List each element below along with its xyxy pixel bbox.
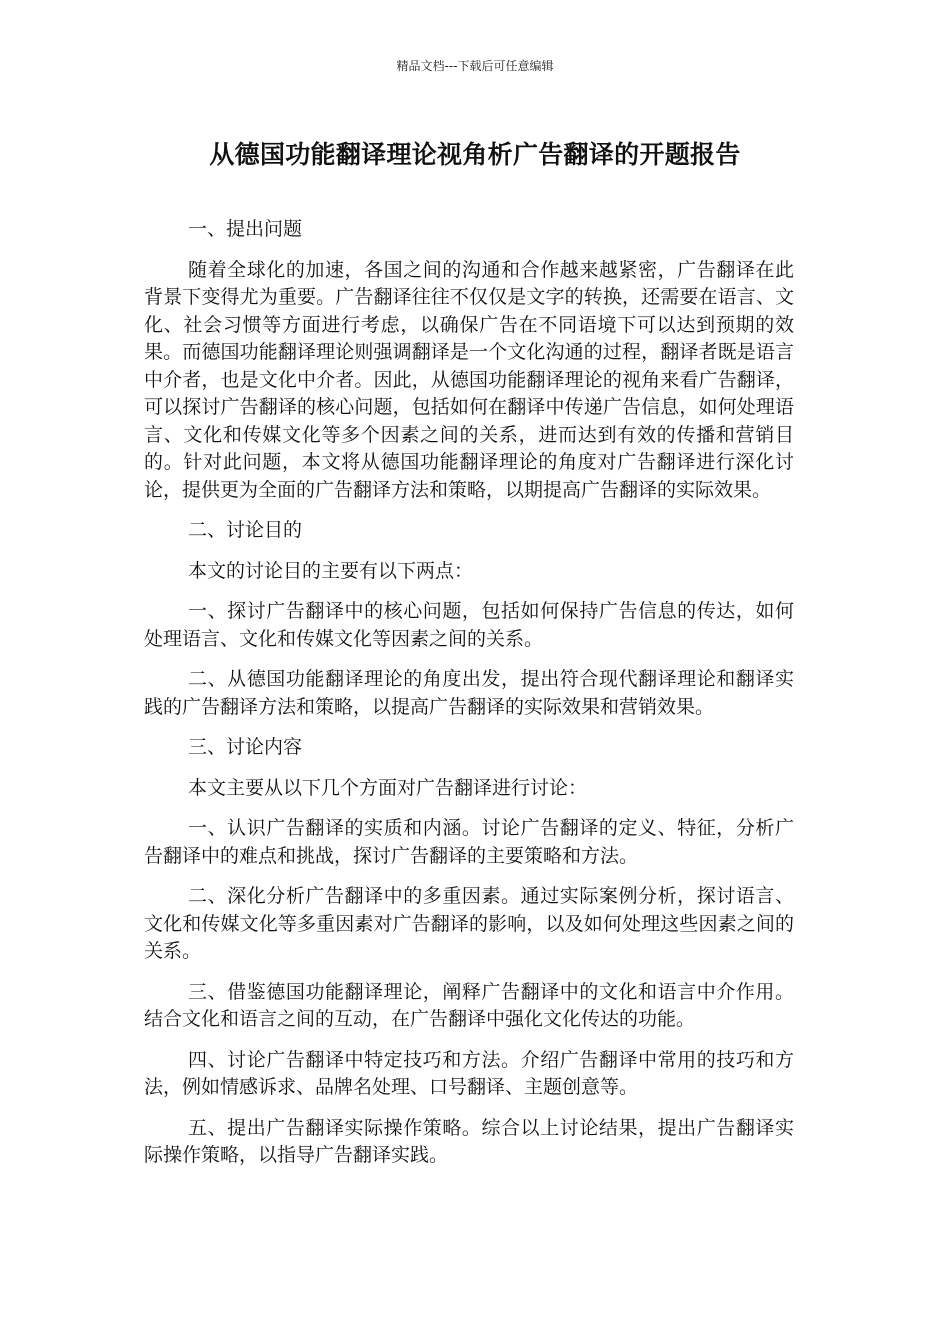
page-title: 从德国功能翻译理论视角析广告翻译的开题报告: [209, 140, 741, 169]
header-note: 精品文档---下载后可任意编辑: [396, 59, 554, 73]
paragraph: 随着全球化的加速，各国之间的沟通和合作越来越紧密，广告翻译在此背景下变得尤为重要。广告翻译往往不仅仅是文字的转换，还需要在语言、文化、社会习惯等方面进行考虑，以确保广告在不同语境下可以达到预期的效果。而德国功能翻译理论则强调翻译是一个文化沟通的过程，翻译者既是语言中介者，也是文化中介者。因此，从德国功能翻译理论的视角来看广告翻译，可以探讨广告翻译的核心问题，包括如何在翻译中传递广告信息，如何处理语言、文化和传媒文化等多个因素之间的关系，进而达到有效的传播和营销目的。针对此问题，本文将从德国功能翻译理论的角度对广告翻译进行深化讨论，提供更为全面的广告翻译方法和策略，以期提高广告翻译的实际效果。: [144, 258, 794, 501]
paragraph: 五、提出广告翻译实际操作策略。综合以上讨论结果，提出广告翻译实际操作策略，以指导广告翻译实践。: [144, 1116, 794, 1166]
paragraph: 本文的讨论目的主要有以下两点：: [188, 559, 474, 582]
document-body: [144, 216, 794, 1183]
paragraph: 四、讨论广告翻译中特定技巧和方法。介绍广告翻译中常用的技巧和方法，例如情感诉求、品牌名处理、口号翻译、主题创意等。: [144, 1048, 794, 1098]
paragraph: 一、探讨广告翻译中的核心问题，包括如何保持广告信息的传达，如何处理语言、文化和传媒文化等因素之间的关系。: [144, 600, 794, 650]
paragraph: 二、深化分析广告翻译中的多重因素。通过实际案例分析，探讨语言、文化和传媒文化等多重因素对广告翻译的影响，以及如何处理这些因素之间的关系。: [144, 885, 794, 962]
paragraph: 一、认识广告翻译的实质和内涵。讨论广告翻译的定义、特征，分析广告翻译中的难点和挑战，探讨广告翻译的主要策略和方法。: [144, 817, 794, 867]
section-heading: 三、讨论内容: [188, 736, 303, 758]
paragraph: 三、借鉴德国功能翻译理论，阐释广告翻译中的文化和语言中介作用。结合文化和语言之间的互动，在广告翻译中强化文化传达的功能。: [144, 980, 794, 1030]
section-heading: 二、讨论目的: [188, 519, 303, 541]
paragraph: 本文主要从以下几个方面对广告翻译进行讨论：: [188, 776, 588, 799]
paragraph: 二、从德国功能翻译理论的角度出发，提出符合现代翻译理论和翻译实践的广告翻译方法和策略，以提高广告翻译的实际效果和营销效果。: [144, 668, 794, 718]
section-heading: 一、提出问题: [188, 218, 303, 240]
